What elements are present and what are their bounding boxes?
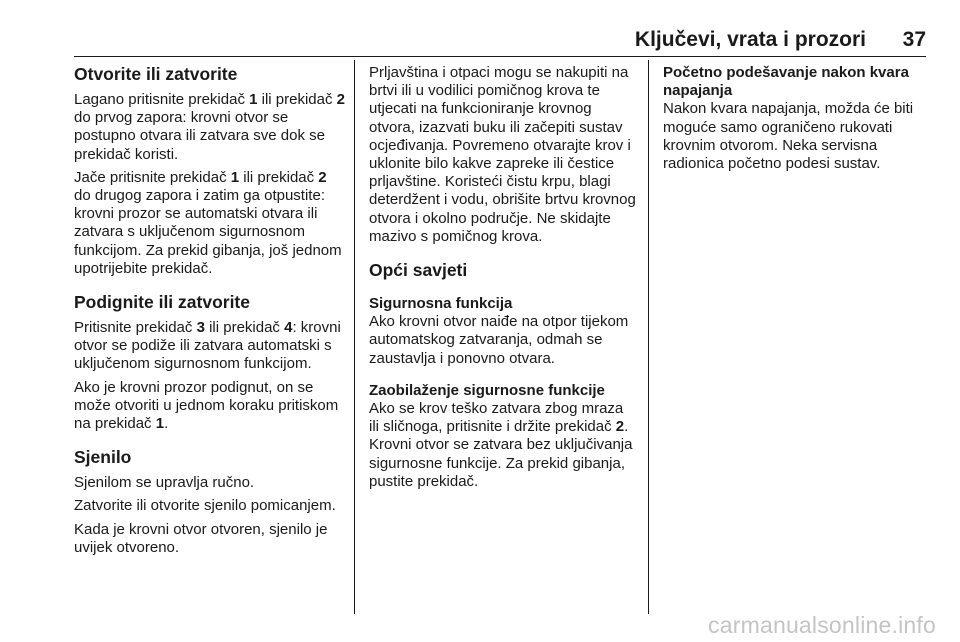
paragraph: Kada je krovni otvor otvoren, sjenilo je uvijek otvoreno.: [74, 520, 328, 556]
paragraph: Ako se krov teško zatvara zbog mraza ili sličnoga, pritisnite i držite prekidač 2. Krovni otvor se zatvara bez uključivanja sigurnosne funkcije. Za prekid gibanja, pustite prekidač.: [369, 400, 633, 490]
paragraph: Nakon kvara napajanja, možda će biti moguće samo ograničeno rukovati krovnim otvorom. Neka servisna radionica početno podesi sustav.: [663, 100, 914, 173]
section-heading-raise-close: Podignite ili zatvorite: [74, 292, 250, 313]
subheading-override-safety: Zaobilaženje sigurnosne funkcije: [369, 381, 605, 399]
paragraph: Ako je krovni prozor podignut, on se može otvoriti u jednom koraku pritiskom na prekidač 1.: [74, 378, 339, 433]
column-2: [369, 64, 637, 496]
paragraph: Sjenilom se upravlja ručno.: [74, 474, 255, 492]
header-rule: [74, 56, 926, 57]
section-heading-sunshade: Sjenilo: [74, 447, 132, 468]
paragraph: Jače pritisnite prekidač 1 ili prekidač 2 do drugog zapora i zatim ga otpustite: krovni prozor se automatski otvara ili zatvara s uključenom sigurnosnom funkcijom. Za prekid gibanja, još jednom upotrijebite prekidač.: [74, 168, 342, 277]
watermark: carmanualsonline.info: [708, 612, 936, 638]
page-number: 37: [902, 28, 926, 51]
paragraph: Pritisnite prekidač 3 ili prekidač 4: krovni otvor se podiže ili zatvara automatski s uključenom sigurnosnom funkcijom.: [74, 319, 341, 373]
subheading-safety-function: Sigurnosna funkcija: [369, 295, 513, 313]
paragraph: Prljavština i otpaci mogu se nakupiti na brtvi ili u vodilici pomičnog krova te utjecati na funkcioniranje krovnog otvora, izazvati buku ili začepiti sustav ocjeđivanja. Povremeno otvarajte krov i uklonite bilo kakve zapreke ili čestice prljavštine. Koristeći čistu krpu, blagi deterdžent i vodu, obrišite brtvu krovnog otvora i okolno područje. Ne skidajte mazivo s pomičnog krova.: [369, 64, 636, 245]
column-1: [74, 64, 346, 562]
subheading-initialisation: Početno podešavanje nakon kvara napajanja: [663, 64, 909, 100]
column-divider-2: [648, 60, 649, 614]
column-3: [663, 64, 931, 178]
page-header: [74, 22, 926, 56]
paragraph: Ako krovni otvor naiđe na otpor tijekom automatskog zatvaranja, odmah se zaustavlja i ponovno otvara.: [369, 313, 629, 367]
paragraph: Lagano pritisnite prekidač 1 ili prekidač 2 do prvog zapora: krovni otvor se postupno otvara ili zatvara sve dok se prekidač koristi.: [74, 91, 345, 163]
header-title: Ključevi, vrata i prozori: [634, 28, 866, 51]
section-heading-general-tips: Opći savjeti: [369, 260, 468, 281]
column-divider-1: [354, 60, 355, 614]
section-heading-open-close: Otvorite ili zatvorite: [74, 64, 238, 84]
paragraph: Zatvorite ili otvorite sjenilo pomicanjem.: [74, 497, 336, 515]
